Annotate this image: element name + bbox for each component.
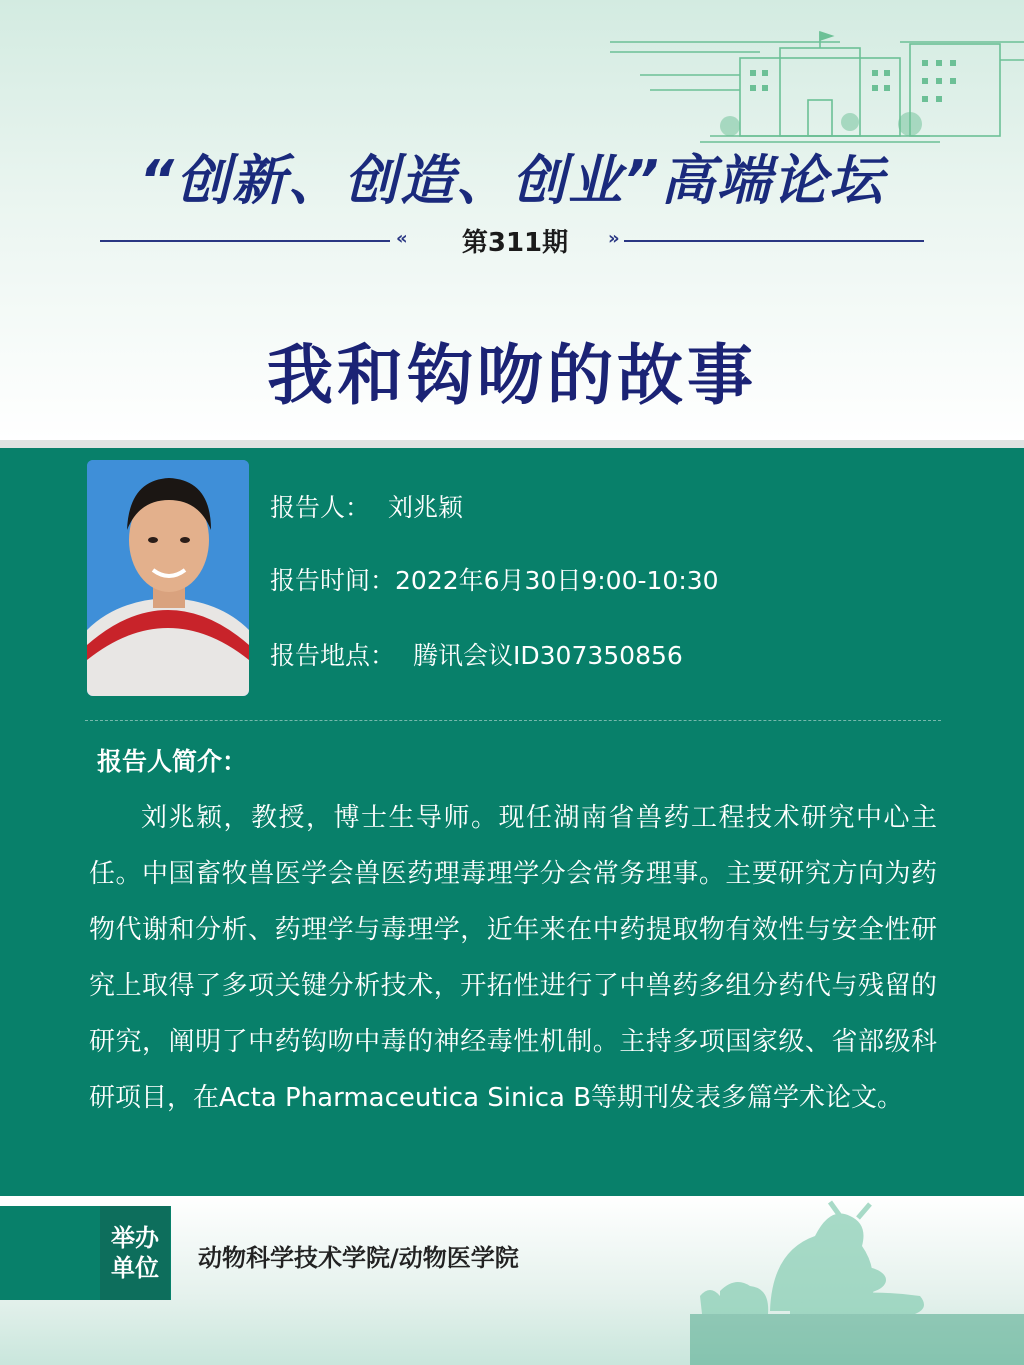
speaker-name: 刘兆颖 [388, 493, 464, 522]
livestock-silhouette-icon [690, 1196, 1024, 1365]
header-section [0, 0, 1024, 440]
issue-number: 第311期 [461, 228, 569, 258]
issue-divider-right [624, 240, 924, 242]
bio-text: 刘兆颖，教授，博士生导师。现任湖南省兽药工程技术研究中心主任。中国畜牧兽医学会兽医药理毒理学分会常务理事。主要研究方向为药物代谢和分析、药理学与毒理学，近年来在中药提取物有效性与安全性研究上取得了多项关键分析技术，开拓性进行了中兽药多组分药代与残留的研究，阐明了中药钩吻中毒的神经毒性机制。主持多项国家级、省部级科研项目，在Acta Pharmaceutica Sinica B等期刊发表多篇学术论文。 [89, 803, 937, 1113]
double-chevron-right-icon: » [608, 228, 620, 249]
speaker-label: 报告人： [270, 493, 371, 522]
bio-heading: 报告人简介： [97, 747, 248, 776]
forum-title: “创新、创造、创业”高端论坛 [139, 149, 885, 212]
divider-strip [0, 440, 1024, 448]
issue-divider-left [100, 240, 390, 242]
host-label-line-2: 单位 [111, 1254, 159, 1282]
host-label [100, 1206, 170, 1300]
host-name: 动物科学技术学院/动物医学院 [198, 1244, 519, 1272]
footer [0, 1196, 1024, 1365]
talk-title: 我和钩吻的故事 [267, 337, 757, 414]
speaker-photo [87, 460, 249, 696]
speaker-row [270, 488, 463, 524]
dashed-divider [85, 720, 941, 721]
double-chevron-left-icon: « [396, 228, 408, 249]
issue-row [100, 222, 924, 262]
host-label-line-1: 举办 [111, 1224, 159, 1252]
place-label: 报告地点： [270, 641, 396, 670]
place-row [270, 636, 683, 672]
campus-building-icon [610, 30, 1024, 145]
time-label: 报告时间： [270, 566, 396, 595]
place-value: 腾讯会议ID307350856 [413, 641, 683, 670]
time-row [270, 561, 719, 597]
time-value: 2022年6月30日9:00-10:30 [395, 566, 719, 595]
